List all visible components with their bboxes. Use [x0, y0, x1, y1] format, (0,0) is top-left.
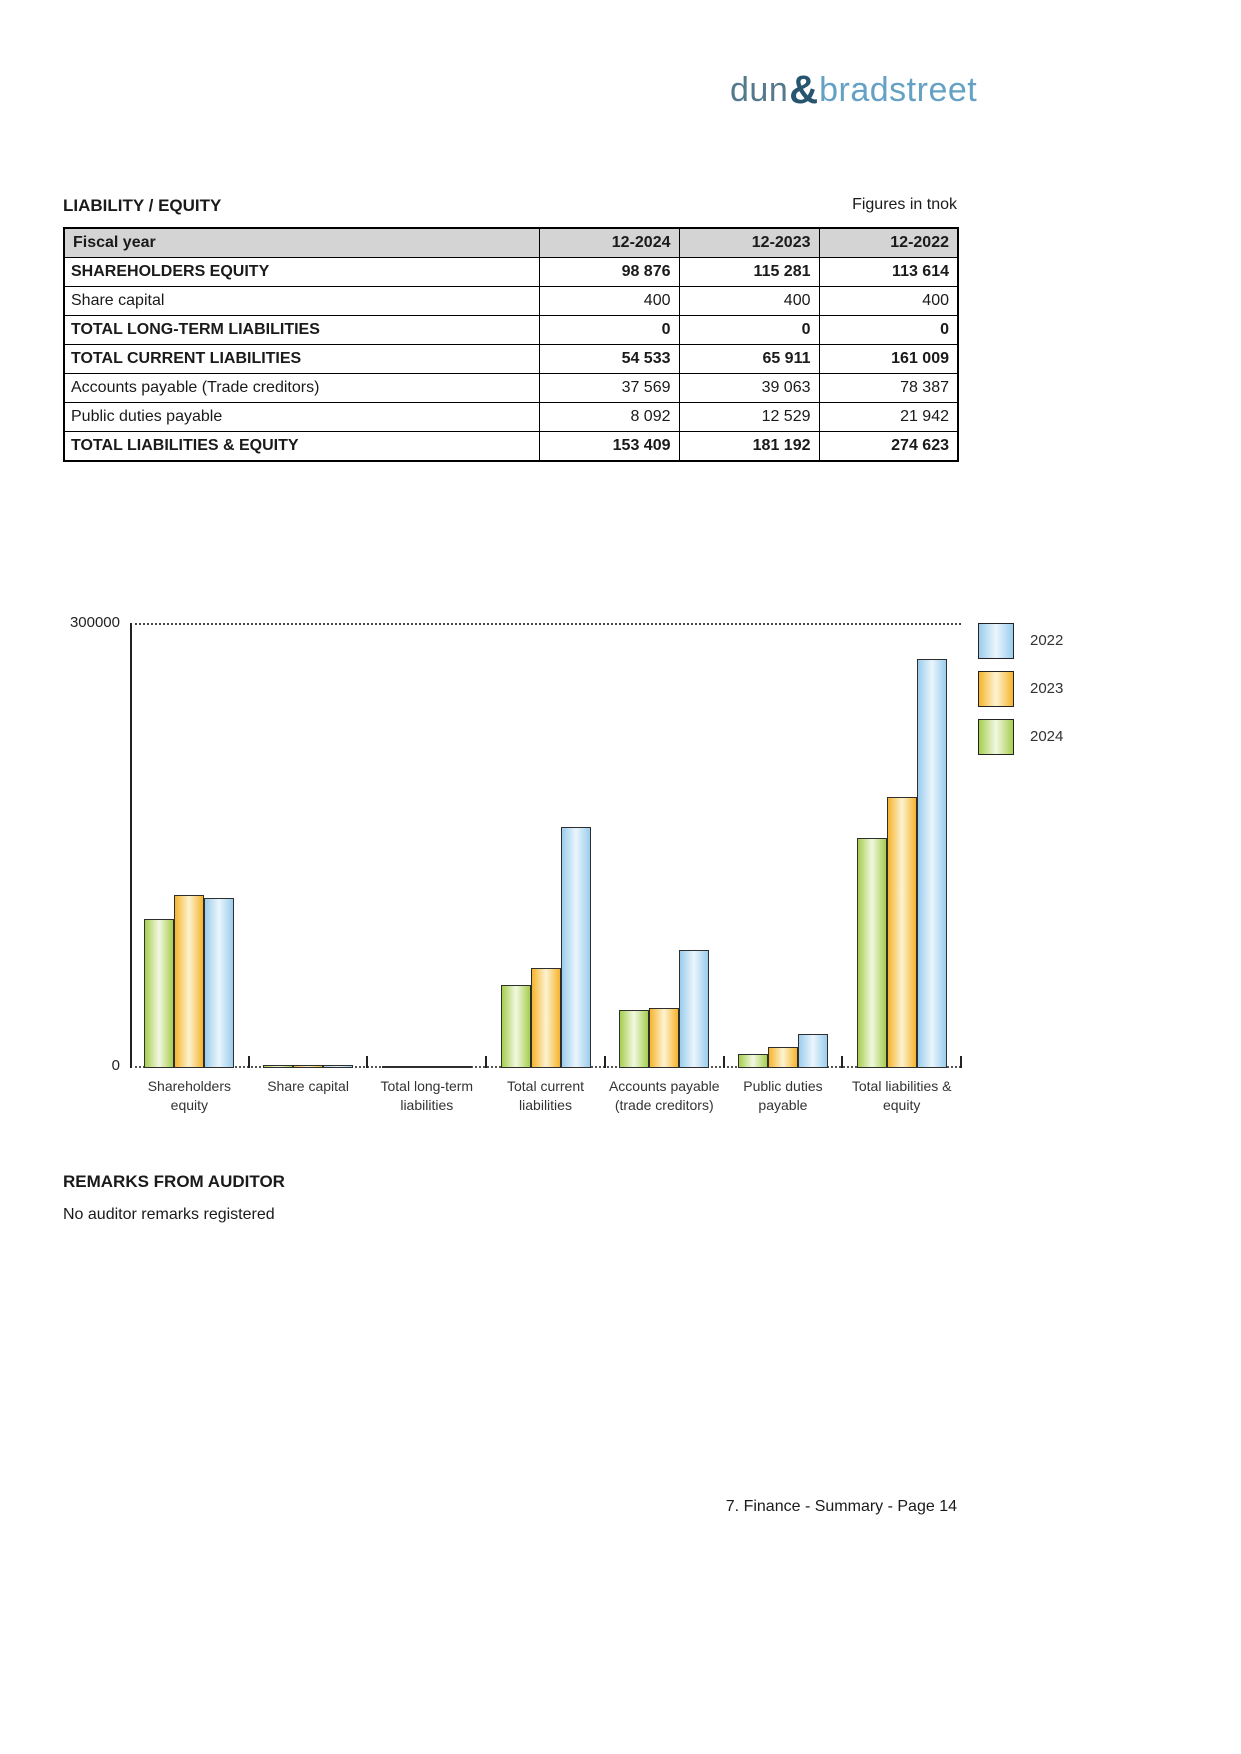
row-label: Share capital — [64, 287, 539, 316]
row-value: 181 192 — [679, 432, 819, 462]
row-value: 54 533 — [539, 345, 679, 374]
row-value: 113 614 — [819, 258, 958, 287]
legend-swatch-icon — [978, 719, 1014, 755]
bar-2024 — [501, 985, 531, 1068]
x-axis-tick — [723, 1056, 725, 1068]
chart-legend — [978, 622, 1063, 766]
table-row — [64, 374, 958, 403]
x-axis-tick — [248, 1056, 250, 1068]
table-row — [64, 345, 958, 374]
row-value: 400 — [819, 287, 958, 316]
bar-2023 — [293, 1065, 323, 1068]
row-label: SHAREHOLDERS EQUITY — [64, 258, 539, 287]
x-axis-label-line: Accounts payable — [608, 1078, 720, 1094]
bar-2023 — [412, 1066, 442, 1068]
x-axis-category-labels — [130, 1077, 961, 1115]
y-axis-zero-label: 0 — [111, 1057, 120, 1074]
x-axis-label — [842, 1077, 961, 1115]
x-axis-label-line: equity — [170, 1097, 209, 1113]
x-axis-label-line: equity — [882, 1097, 921, 1113]
logo-ampersand-icon: & — [789, 68, 819, 112]
bar-group — [130, 623, 249, 1068]
x-axis-label-line: (trade creditors) — [614, 1097, 714, 1113]
bar-2023 — [649, 1008, 679, 1068]
x-axis-label-line: liabilities — [519, 1097, 572, 1113]
row-label: TOTAL CURRENT LIABILITIES — [64, 345, 539, 374]
row-value: 0 — [539, 316, 679, 345]
row-value: 0 — [819, 316, 958, 345]
bar-2024 — [382, 1066, 412, 1068]
bar-groups-container — [130, 623, 961, 1068]
legend-label: 2022 — [1030, 632, 1064, 649]
table-row — [64, 316, 958, 345]
bar-group — [605, 623, 724, 1068]
legend-label: 2024 — [1030, 728, 1064, 745]
x-axis-label-line: Share capital — [267, 1078, 349, 1094]
bar-2022 — [917, 659, 947, 1068]
x-axis-label — [486, 1077, 605, 1115]
table-header-row — [64, 228, 958, 258]
row-value: 21 942 — [819, 403, 958, 432]
x-axis-tick — [960, 1056, 962, 1068]
bar-2024 — [263, 1065, 293, 1068]
table-row — [64, 403, 958, 432]
x-axis-label-line: Total current — [506, 1078, 585, 1094]
logo-text-dun: dun — [730, 71, 789, 109]
table-row — [64, 432, 958, 462]
bar-2023 — [768, 1047, 798, 1068]
dun-and-bradstreet-logo — [730, 66, 978, 112]
logo-text-bradstreet: bradstreet — [819, 71, 978, 109]
legend-item-2023 — [978, 670, 1063, 707]
row-value: 98 876 — [539, 258, 679, 287]
legend-label: 2023 — [1030, 680, 1064, 697]
row-value: 400 — [539, 287, 679, 316]
bar-2023 — [174, 895, 204, 1068]
bar-2022 — [561, 827, 591, 1068]
row-label: Public duties payable — [64, 403, 539, 432]
bar-2022 — [679, 950, 709, 1068]
page-footer: 7. Finance - Summary - Page 14 — [725, 1498, 957, 1515]
header-year-12-2022: 12-2022 — [819, 228, 958, 258]
row-value: 65 911 — [679, 345, 819, 374]
x-axis-label — [130, 1077, 249, 1115]
x-axis-label — [605, 1077, 724, 1115]
table-title-row — [63, 196, 957, 216]
bar-group — [842, 623, 961, 1068]
x-axis-label-line: Shareholders — [147, 1078, 231, 1094]
x-axis-tick — [366, 1056, 368, 1068]
table-body — [64, 258, 958, 462]
header-year-12-2023: 12-2023 — [679, 228, 819, 258]
row-value: 8 092 — [539, 403, 679, 432]
row-label: TOTAL LIABILITIES & EQUITY — [64, 432, 539, 462]
row-value: 115 281 — [679, 258, 819, 287]
row-value: 37 569 — [539, 374, 679, 403]
y-axis-line — [130, 623, 132, 1068]
row-label: Accounts payable (Trade creditors) — [64, 374, 539, 403]
x-axis-tick — [841, 1056, 843, 1068]
header-year-12-2024: 12-2024 — [539, 228, 679, 258]
bar-group — [249, 623, 368, 1068]
table-row — [64, 287, 958, 316]
x-axis-label-line: Total liabilities & — [851, 1078, 952, 1094]
row-value: 39 063 — [679, 374, 819, 403]
x-axis-label — [724, 1077, 843, 1115]
remarks-heading: REMARKS FROM AUDITOR — [63, 1172, 285, 1191]
bar-2022 — [798, 1034, 828, 1069]
x-axis-label-line: payable — [758, 1097, 808, 1113]
x-axis-label — [249, 1077, 368, 1115]
row-label: TOTAL LONG-TERM LIABILITIES — [64, 316, 539, 345]
x-axis-tick — [604, 1056, 606, 1068]
bar-2022 — [204, 898, 234, 1069]
bar-2022 — [442, 1066, 472, 1068]
bar-2023 — [531, 968, 561, 1068]
row-value: 161 009 — [819, 345, 958, 374]
bar-2024 — [857, 838, 887, 1068]
units-note: Figures in tnok — [852, 196, 957, 213]
row-value: 78 387 — [819, 374, 958, 403]
x-axis-label-line: liabilities — [400, 1097, 454, 1113]
x-axis-tick — [485, 1056, 487, 1068]
legend-item-2024 — [978, 718, 1063, 755]
x-axis-label-line: Public duties — [743, 1078, 823, 1094]
row-value: 274 623 — [819, 432, 958, 462]
row-value: 12 529 — [679, 403, 819, 432]
remarks-body: No auditor remarks registered — [63, 1206, 275, 1223]
x-axis-label-line: Total long-term — [380, 1078, 474, 1094]
legend-item-2022 — [978, 622, 1063, 659]
row-value: 400 — [679, 287, 819, 316]
bar-group — [367, 623, 486, 1068]
x-axis-label — [367, 1077, 486, 1115]
header-fiscal-year: Fiscal year — [64, 228, 539, 258]
liability-equity-table — [63, 227, 959, 462]
row-value: 0 — [679, 316, 819, 345]
bar-group — [486, 623, 605, 1068]
bar-2023 — [887, 797, 917, 1068]
bar-2022 — [323, 1065, 353, 1068]
bar-group — [724, 623, 843, 1068]
table-row — [64, 258, 958, 287]
legend-swatch-icon — [978, 671, 1014, 707]
bar-2024 — [144, 919, 174, 1068]
bar-chart-plot-area — [130, 623, 961, 1068]
y-axis-max-label: 300000 — [69, 614, 120, 631]
bar-2024 — [738, 1054, 768, 1068]
bar-2024 — [619, 1010, 649, 1068]
row-value: 153 409 — [539, 432, 679, 462]
legend-swatch-icon — [978, 623, 1014, 659]
section-title: LIABILITY / EQUITY — [63, 196, 222, 215]
